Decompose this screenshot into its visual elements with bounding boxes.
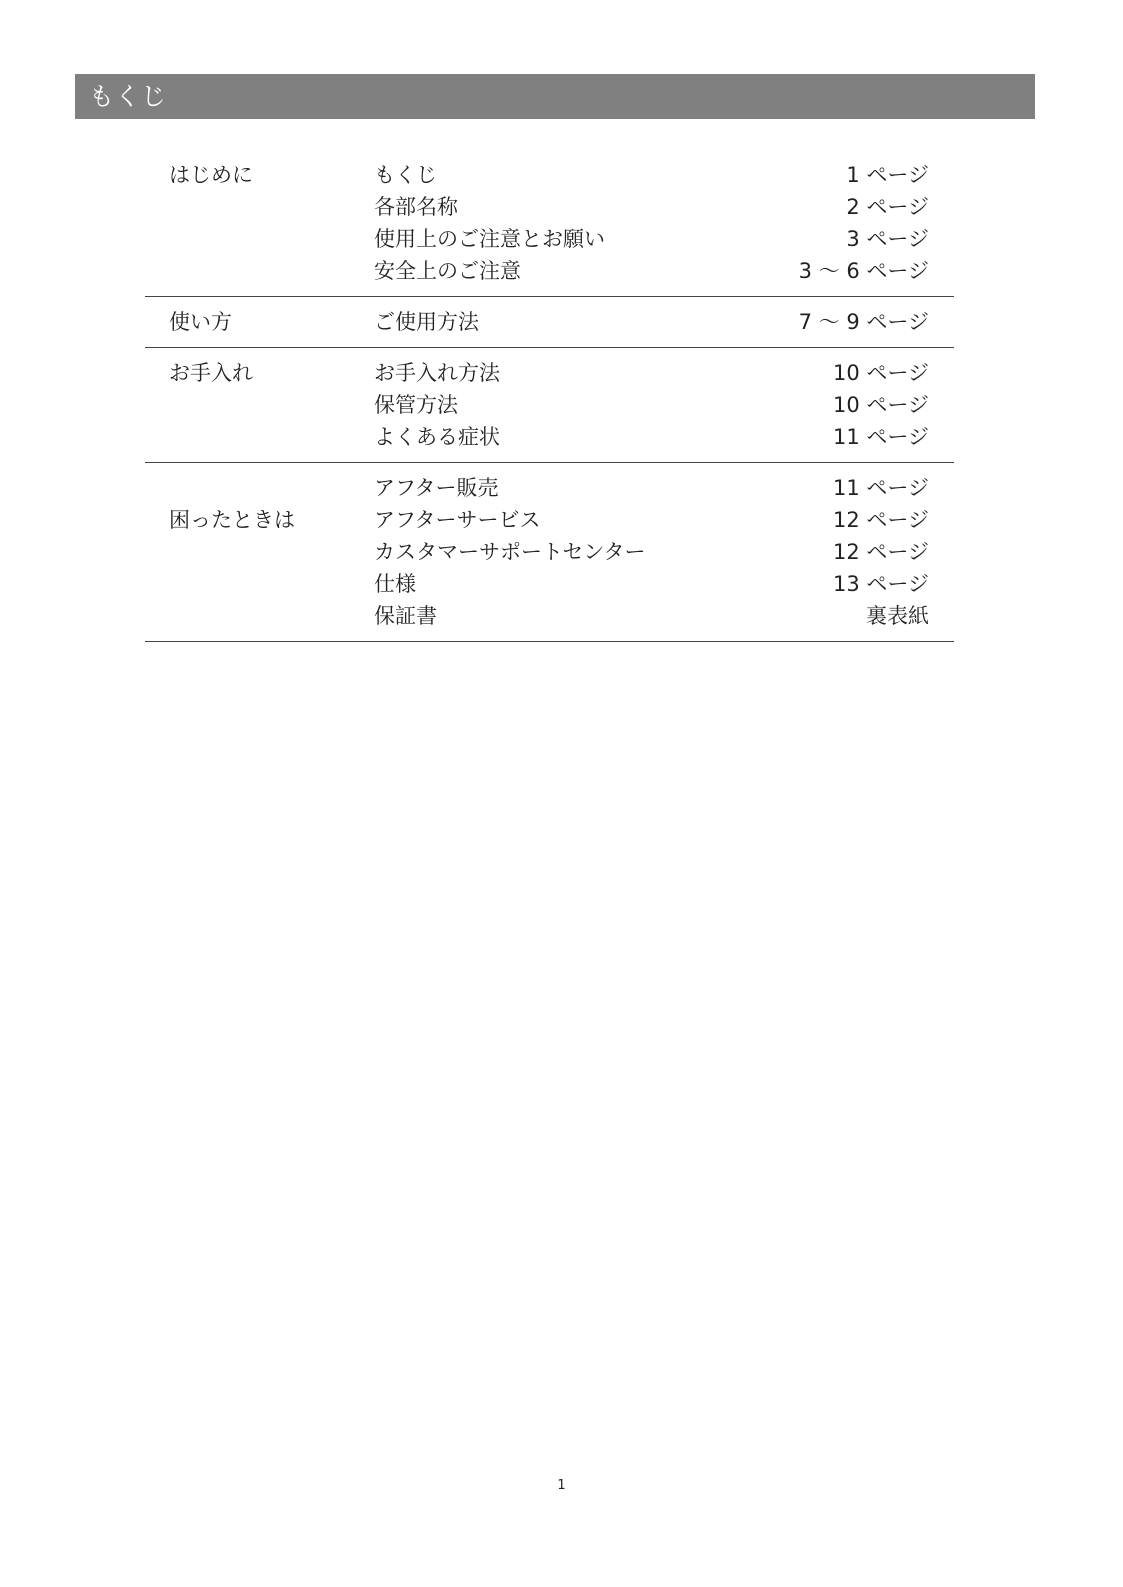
toc-row <box>145 159 954 191</box>
toc-item-page: 1 ページ <box>846 163 929 187</box>
toc-section <box>145 297 954 348</box>
toc-item-label: 各部名称 <box>374 195 458 219</box>
toc-item-label: お手入れ方法 <box>374 361 500 385</box>
toc-row <box>145 568 954 600</box>
toc-category: 困ったときは <box>169 508 295 532</box>
toc-item-label: アフター販売 <box>374 476 499 500</box>
toc-row <box>145 421 954 453</box>
toc-item-label: 仕様 <box>374 572 416 596</box>
toc-item-label: 保証書 <box>374 604 437 628</box>
toc-row <box>145 357 954 389</box>
toc-header-bar <box>75 74 1035 119</box>
toc-item-page: 13 ページ <box>833 572 929 596</box>
toc-category: 使い方 <box>169 310 232 334</box>
toc-item-page: 2 ページ <box>846 195 929 219</box>
toc-item-page: 裏表紙 <box>866 604 929 628</box>
toc-item-label: 安全上のご注意 <box>374 259 521 283</box>
toc-row <box>145 536 954 568</box>
toc-item-label: 使用上のご注意とお願い <box>374 227 605 251</box>
toc-section <box>145 150 954 297</box>
toc-item-page: 12 ページ <box>833 508 929 532</box>
toc-item-page: 11 ページ <box>833 425 929 449</box>
toc-row <box>145 472 954 504</box>
toc-item-label: よくある症状 <box>374 425 500 449</box>
toc-row <box>145 600 954 632</box>
toc-item-page: 3 ～ 6 ページ <box>798 259 929 283</box>
table-of-contents <box>145 150 954 642</box>
toc-item-label: 保管方法 <box>374 393 458 417</box>
toc-item-label: もくじ <box>374 163 437 187</box>
page-number: 1 <box>557 1478 566 1493</box>
toc-item-page: 7 ～ 9 ページ <box>798 310 929 334</box>
toc-row <box>145 255 954 287</box>
toc-item-page: 10 ページ <box>833 393 929 417</box>
toc-item-label: アフターサービス <box>374 508 541 532</box>
toc-row <box>145 306 954 338</box>
toc-row <box>145 389 954 421</box>
toc-item-page: 11 ページ <box>833 476 929 500</box>
toc-item-label: カスタマーサポートセンター <box>374 540 646 564</box>
toc-row <box>145 504 954 536</box>
toc-section <box>145 463 954 642</box>
toc-category: お手入れ <box>169 361 253 385</box>
toc-item-label: ご使用方法 <box>374 310 479 334</box>
toc-title: もくじ <box>89 82 168 111</box>
toc-row <box>145 191 954 223</box>
toc-section <box>145 348 954 463</box>
toc-row <box>145 223 954 255</box>
toc-item-page: 3 ページ <box>846 227 929 251</box>
toc-item-page: 10 ページ <box>833 361 929 385</box>
toc-category: はじめに <box>169 163 253 187</box>
toc-item-page: 12 ページ <box>833 540 929 564</box>
